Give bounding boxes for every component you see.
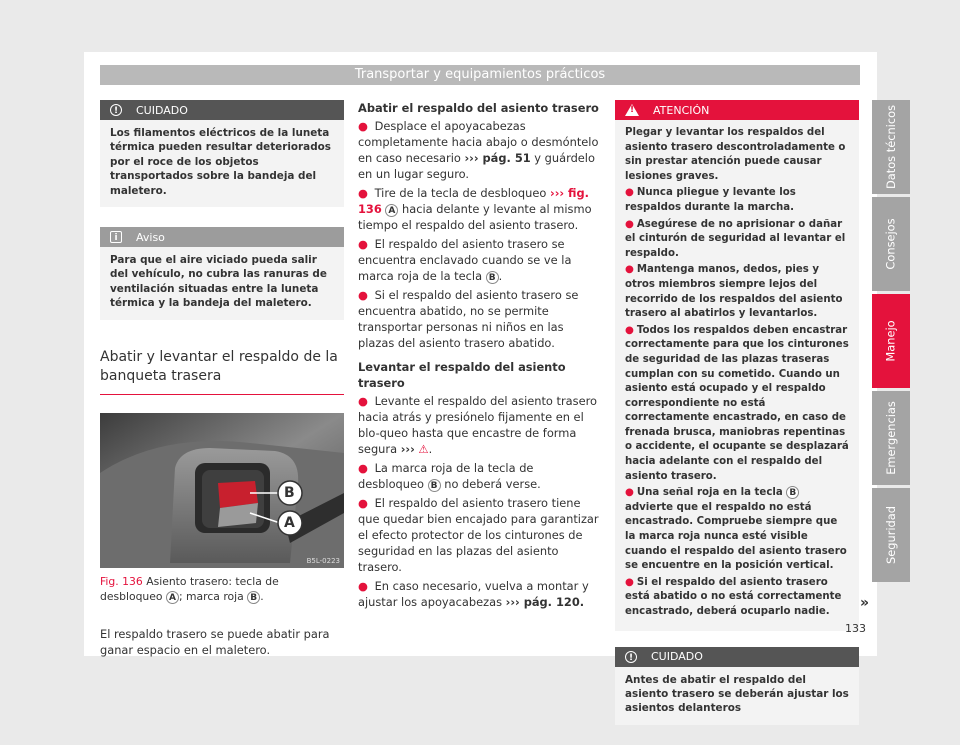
- bullet-icon: ●: [358, 579, 368, 593]
- step-4: ● Si el respaldo del asiento trasero se encuentra abatido, no se permite transportar personas ni niños en las plazas del asiento trasero abatido.: [358, 288, 579, 350]
- bullet-icon: ●: [625, 264, 634, 276]
- page-ref-51[interactable]: ››› pág. 51: [464, 151, 531, 165]
- step-2: ● Tire de la tecla de desbloqueo ››› fig. 136 A hacia delante y levante al mismo tiempo el respaldo del asiento trasero.: [358, 186, 592, 232]
- fig-ref-136[interactable]: ››› fig. 136: [358, 186, 589, 216]
- atencion-item: ● Todos los respaldos deben encastrar correctamente para que los cinturones de seguridad de las plazas traseras cumplan con su cometido. Cuando un asiento está ocupado y el respaldo correspondiente no está correctamente encastrado, en caso de frenada brusca, maniobras repentinas o accidente, el ocupante se desplazará hacia adelante con el respaldo del asiento trasero.: [625, 324, 849, 482]
- caption-text: Asiento trasero: tecla de desbloqueo: [100, 574, 279, 603]
- page-ref-120[interactable]: ››› pág. 120.: [505, 595, 585, 609]
- cuidado-box-2: [615, 647, 859, 725]
- page-number: 133: [845, 622, 866, 635]
- step-5: ● Levante el respaldo del asiento trasero hacia atrás y presiónelo fijamente en el blo-queo hasta que encastre de forma segura ››› ⚠.: [358, 394, 597, 456]
- warning-ref[interactable]: ›››: [400, 442, 415, 456]
- tab-manejo[interactable]: Manejo: [872, 294, 910, 388]
- bullet-icon: ●: [358, 288, 368, 302]
- atencion-item: ● Nunca pliegue y levante los respaldos durante la marcha.: [625, 187, 796, 213]
- seat-illustration: [100, 413, 344, 568]
- step-6: ● La marca roja de la tecla de desbloqueo B no deberá verse.: [358, 461, 541, 491]
- atencion-header: [615, 100, 859, 120]
- bullet-icon: ●: [625, 576, 634, 588]
- bullet-icon: ●: [358, 461, 368, 475]
- figure-code: B5L-0223: [306, 556, 340, 565]
- figure-label-b: B: [284, 484, 295, 501]
- bullet-icon: ●: [358, 496, 368, 510]
- atencion-intro: Plegar y levantar los respaldos del asiento trasero descontroladamente o sin prestar atención puede causar lesiones graves.: [625, 127, 846, 182]
- column-1: [100, 100, 344, 658]
- side-tabs: [872, 100, 910, 585]
- bullet-icon: ●: [358, 186, 368, 200]
- caption-letter-b: B: [247, 591, 260, 604]
- tab-consejos[interactable]: Consejos: [872, 197, 910, 291]
- heading-abatir: Abatir el respaldo del asiento trasero: [358, 101, 599, 115]
- cuidado-text-2: Antes de abatir el respaldo del asiento trasero se deberán ajustar los asientos delanteros: [625, 673, 849, 715]
- atencion-box: [615, 100, 859, 631]
- step-3: ● El respaldo del asiento trasero se encuentra enclavado cuando se ve la marca roja de la tecla B .: [358, 237, 572, 283]
- heading-levantar: Levantar el respaldo del asiento trasero: [358, 360, 566, 390]
- step-8: ● En caso necesario, vuelva a montar y ajustar los apoyacabezas ››› pág. 120.: [358, 579, 589, 609]
- figure-136: [100, 413, 344, 568]
- letter-a: A: [385, 204, 398, 217]
- atencion-item: ● Una señal roja en la tecla B advierte que el respaldo no está encastrado. Compruebe siempre que la marca roja nunca esté visible cuando el respaldo del asiento trasero se encuentre en la posición vertical.: [625, 487, 847, 572]
- cuidado-header: [100, 100, 344, 120]
- atencion-label: ATENCIÓN: [653, 103, 710, 117]
- aviso-text: Para que el aire viciado pueda salir del vehículo, no cubra las ranuras de ventilación situadas entre la luneta térmica y la bandeja del maletero.: [110, 254, 327, 310]
- step-7: ● El respaldo del asiento trasero tiene que quedar bien encajado para garantizar el efecto protector de los cinturones de seguridad en las plazas del asiento trasero.: [358, 496, 599, 574]
- column-3: [615, 100, 859, 745]
- bullet-icon: ●: [358, 237, 368, 251]
- aviso-header: [100, 227, 344, 247]
- caption-mid: ; marca roja: [178, 589, 244, 603]
- caption-end: .: [260, 589, 264, 603]
- atencion-item: ● Asegúrese de no aprisionar o dañar el cinturón de seguridad al levantar el respaldo.: [625, 218, 846, 259]
- letter-b: B: [486, 271, 499, 284]
- column-2: [358, 100, 602, 613]
- bullet-icon: ●: [625, 487, 634, 499]
- intro-paragraph: El respaldo trasero se puede abatir para ganar espacio en el maletero.: [100, 626, 330, 657]
- cuidado-label: CUIDADO: [136, 103, 188, 117]
- warning-triangle-icon: [625, 104, 639, 116]
- chapter-header: Transportar y equipamientos prácticos: [100, 65, 860, 85]
- atencion-item: ● Si el respaldo del asiento trasero está abatido o no está correctamente encastrado, deberá ocuparlo nadie.: [625, 576, 842, 617]
- tab-datos-tecnicos[interactable]: Datos técnicos: [872, 100, 910, 194]
- figure-caption: [100, 574, 344, 604]
- aviso-label: Aviso: [136, 230, 165, 244]
- letter-b: B: [786, 486, 799, 499]
- bullet-icon: ●: [625, 187, 634, 199]
- info-icon: !: [110, 104, 122, 116]
- letter-b: B: [428, 479, 441, 492]
- bullet-icon: ●: [625, 218, 634, 230]
- step-1: ● Desplace el apoyacabezas completamente hacia abajo o desmóntelo en caso necesario ››› pág. 51 y guárdelo en un lugar seguro.: [358, 119, 599, 181]
- bullet-icon: ●: [358, 394, 368, 408]
- atencion-body: [615, 120, 859, 631]
- aviso-box: [100, 227, 344, 320]
- cuidado-box: [100, 100, 344, 207]
- note-icon: i: [110, 231, 122, 243]
- bullet-icon: ●: [625, 324, 634, 336]
- tab-seguridad[interactable]: Seguridad: [872, 488, 910, 582]
- section-title: Abatir y levantar el respaldo de la banqueta trasera: [100, 348, 344, 395]
- cuidado-text: Los filamentos eléctricos de la luneta térmica pueden resultar deteriorados por el roce de los objetos transportados sobre la bandeja del maletero.: [110, 127, 331, 197]
- cuidado-header-2: [615, 647, 859, 667]
- warning-triangle-icon: ⚠: [418, 442, 429, 456]
- caption-letter-a: A: [166, 591, 179, 604]
- cuidado-label-2: CUIDADO: [651, 650, 703, 664]
- tab-emergencias[interactable]: Emergencias: [872, 391, 910, 485]
- atencion-item: ● Mantenga manos, dedos, pies y otros miembros siempre lejos del recorrido de los respaldos del asiento trasero al abatirlos y levantarlos.: [625, 264, 843, 320]
- figure-label-a: A: [284, 514, 295, 531]
- continued-icon: »: [860, 595, 870, 611]
- bullet-icon: ●: [358, 119, 368, 133]
- info-icon: !: [625, 651, 637, 663]
- caption-fig-number: Fig. 136: [100, 574, 143, 588]
